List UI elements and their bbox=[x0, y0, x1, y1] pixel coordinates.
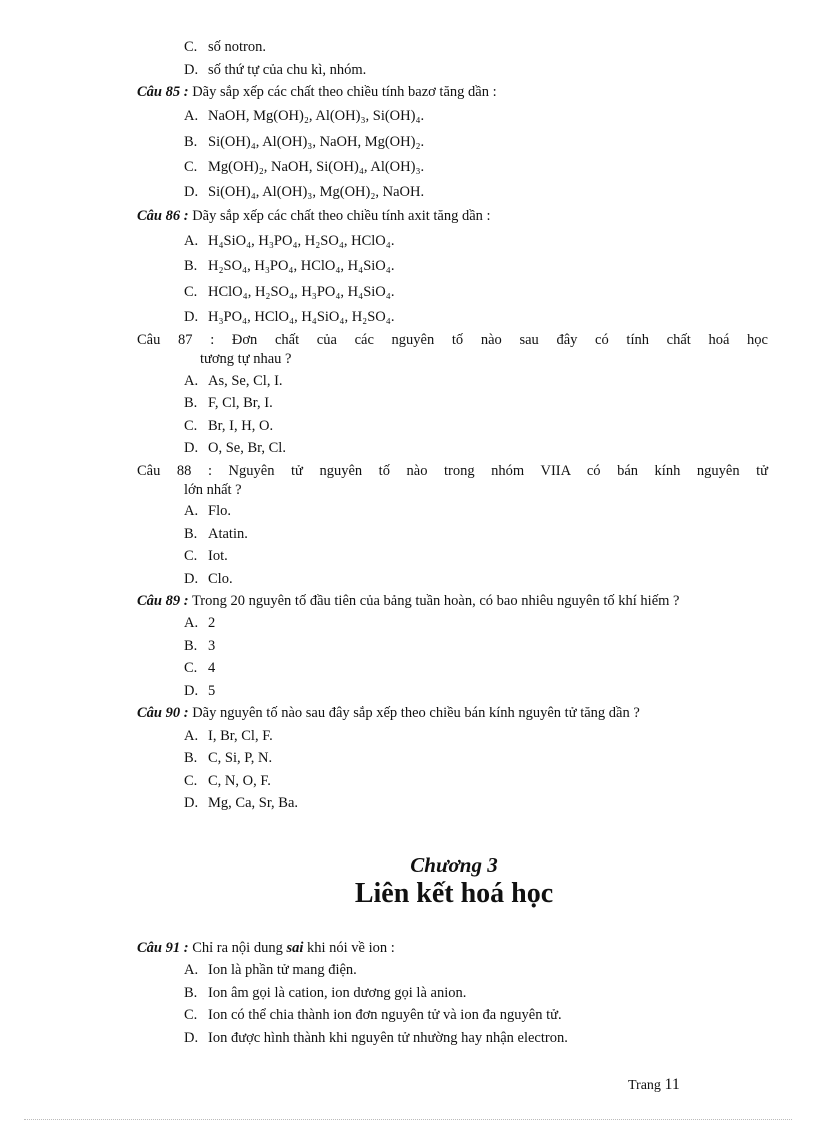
option-line: D. Si(OH)₄, Al(OH)₃, Mg(OH)₂, NaOH. bbox=[184, 184, 425, 200]
option-line: C. số notron. bbox=[184, 39, 266, 55]
option-line: A. I, Br, Cl, F. bbox=[184, 728, 273, 744]
option-line: C. Ion có thể chia thành ion đơn nguyên tử và ion đa nguyên tử. bbox=[184, 1007, 562, 1023]
option-line: B. C, Si, P, N. bbox=[184, 750, 273, 766]
option-line: D. 5 bbox=[184, 683, 216, 699]
page-footer bbox=[628, 1076, 680, 1094]
option-line: D. Clo. bbox=[184, 571, 233, 587]
question-88-continuation: lớn nhất ? bbox=[184, 482, 242, 498]
option-line: C. 4 bbox=[184, 660, 216, 676]
option-line: D. Mg, Ca, Sr, Ba. bbox=[184, 795, 299, 811]
chapter-title: Liên kết hoá học bbox=[354, 878, 554, 909]
option-line: B. 3 bbox=[184, 638, 216, 654]
question-90: Câu 90 : Dãy nguyên tố nào sau đây sắp xếp theo chiều bán kính nguyên tử tăng dần ? bbox=[137, 705, 640, 721]
chapter-subtitle: Chương 3 bbox=[410, 853, 498, 877]
question-88: Câu 88 : Nguyên tử nguyên tố nào trong nhóm VIIA có bán kính nguyên tử bbox=[137, 463, 769, 479]
option-line: A. As, Se, Cl, I. bbox=[184, 373, 283, 389]
option-line: C. Br, I, H, O. bbox=[184, 418, 274, 434]
option-line: C. Mg(OH)₂, NaOH, Si(OH)₄, Al(OH)₃. bbox=[184, 159, 425, 175]
option-line: A. NaOH, Mg(OH)₂, Al(OH)₃, Si(OH)₄. bbox=[184, 108, 425, 124]
option-line: D. O, Se, Br, Cl. bbox=[184, 440, 286, 456]
option-line: B. Si(OH)₄, Al(OH)₃, NaOH, Mg(OH)₂. bbox=[184, 134, 425, 150]
option-line: A. Flo. bbox=[184, 503, 231, 519]
option-line: D. số thứ tự của chu kì, nhóm. bbox=[184, 62, 367, 78]
option-line: C. Iot. bbox=[184, 548, 228, 564]
page-number: 11 bbox=[664, 1076, 680, 1093]
footer-divider bbox=[24, 1119, 792, 1120]
option-line: A. Ion là phần tử mang điện. bbox=[184, 962, 357, 978]
question-87-continuation: tương tự nhau ? bbox=[200, 351, 292, 367]
option-line: B. F, Cl, Br, I. bbox=[184, 395, 273, 411]
question-87: Câu 87 : Đơn chất của các nguyên tố nào sau đây có tính chất hoá học bbox=[137, 332, 768, 348]
option-line: B. Ion âm gọi là cation, ion dương gọi là anion. bbox=[184, 985, 467, 1001]
question-85: Câu 85 : Dãy sắp xếp các chất theo chiều tính bazơ tăng dần : bbox=[137, 84, 497, 100]
option-line: B. H₂SO₄, H₃PO₄, HClO₄, H₄SiO₄. bbox=[184, 258, 395, 274]
option-line: A. 2 bbox=[184, 615, 216, 631]
question-89: Câu 89 : Trong 20 nguyên tố đầu tiên của bảng tuần hoàn, có bao nhiêu nguyên tố khí hiếm ? bbox=[137, 593, 680, 609]
option-line: D. Ion được hình thành khi nguyên tử nhường hay nhận electron. bbox=[184, 1030, 568, 1046]
option-line: A. H₄SiO₄, H₃PO₄, H₂SO₄, HClO₄. bbox=[184, 233, 395, 249]
question-86: Câu 86 : Dãy sắp xếp các chất theo chiều tính axit tăng dần : bbox=[137, 208, 491, 224]
option-line: C. C, N, O, F. bbox=[184, 773, 271, 789]
option-line: D. H₃PO₄, HClO₄, H₄SiO₄, H₂SO₄. bbox=[184, 309, 395, 325]
option-line: C. HClO₄, H₂SO₄, H₃PO₄, H₄SiO₄. bbox=[184, 284, 395, 300]
option-line: B. Atatin. bbox=[184, 526, 248, 542]
footer-label: Trang bbox=[628, 1078, 661, 1093]
question-91: Câu 91 : Chỉ ra nội dung sai khi nói về ion : bbox=[137, 940, 395, 956]
